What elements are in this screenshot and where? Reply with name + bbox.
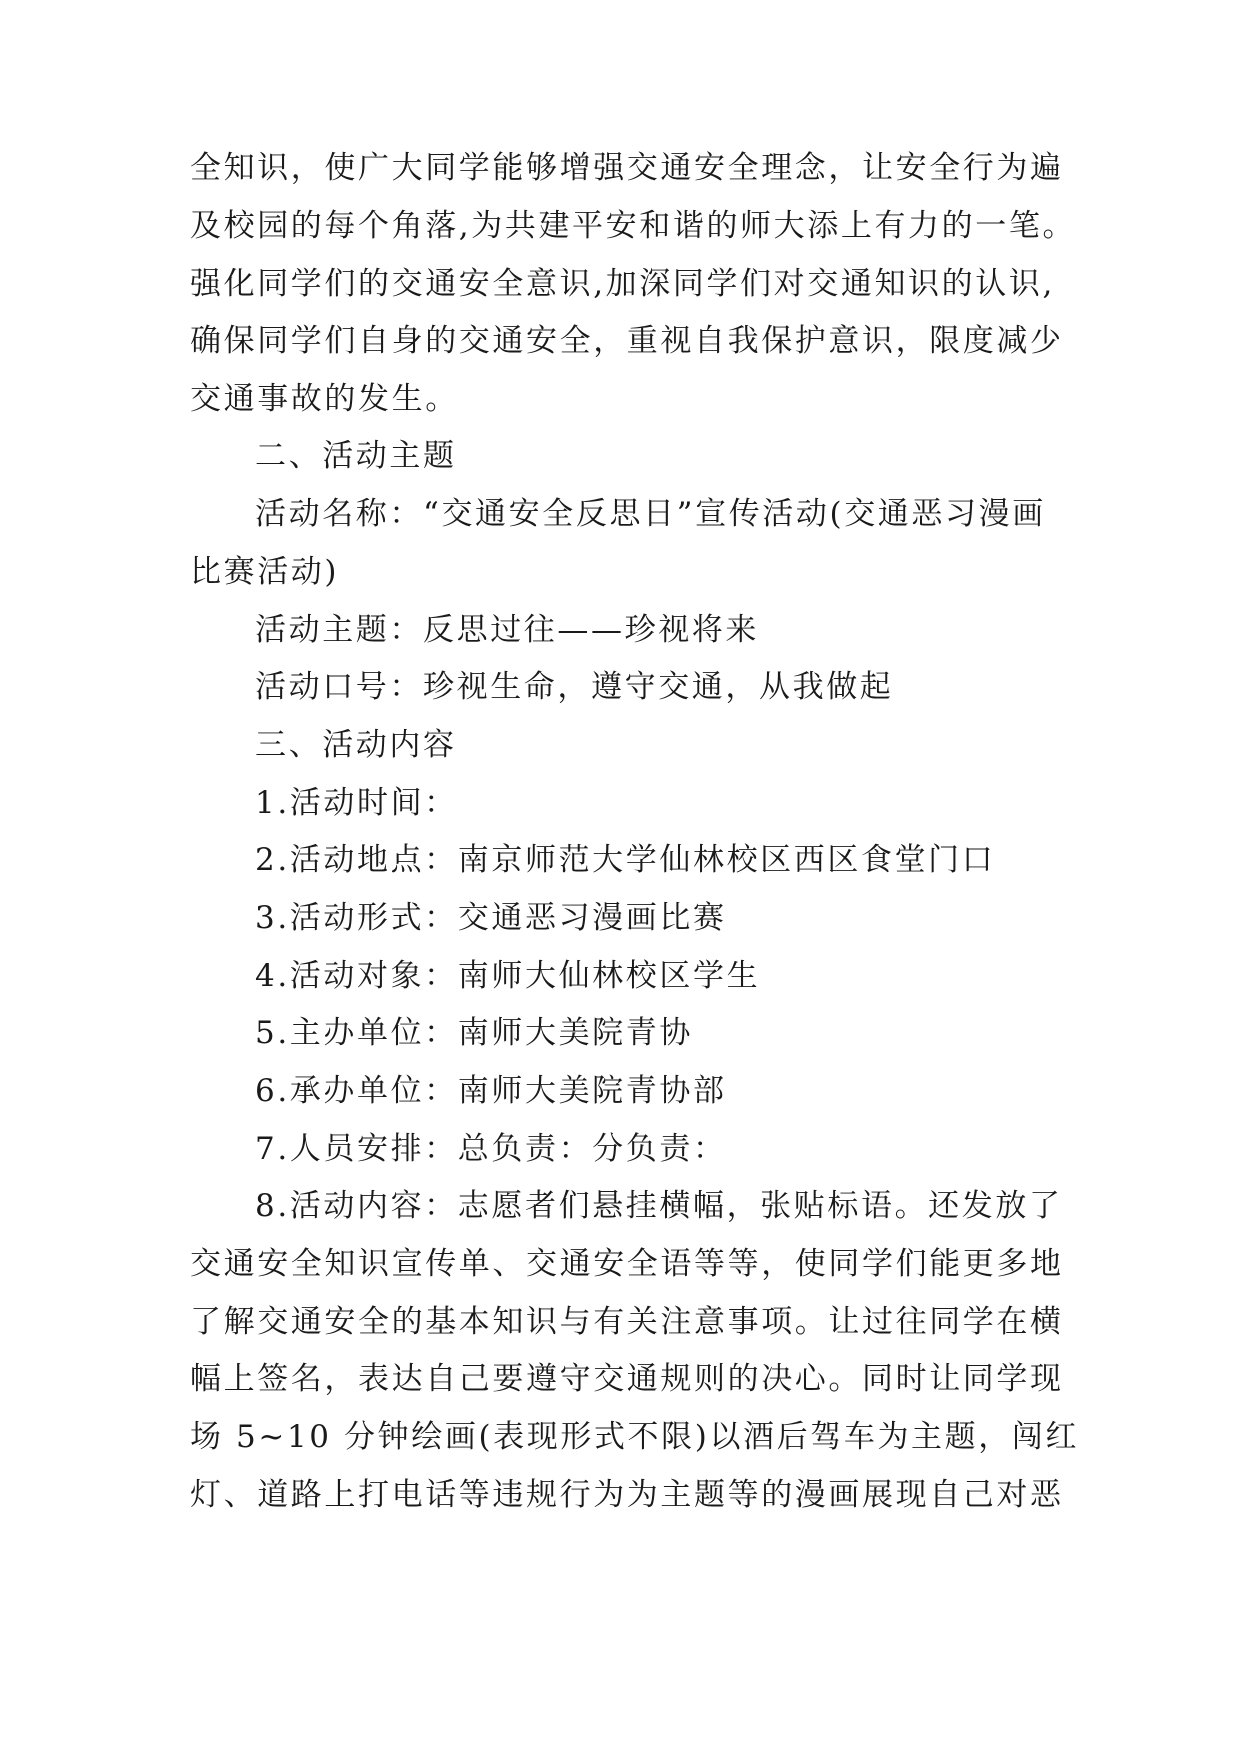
paragraph-line: 及校园的每个角落,为共建平安和谐的师大添上有力的一笔。 bbox=[190, 208, 1077, 244]
paragraph-line: 活动主题：反思过往——珍视将来 bbox=[255, 612, 759, 648]
paragraph-line: 活动名称：“交通安全反思日”宣传活动(交通恶习漫画 bbox=[255, 496, 1046, 532]
paragraph-line: 交通安全知识宣传单、交通安全语等等，使同学们能更多地 bbox=[190, 1246, 1064, 1282]
paragraph-line: 强化同学们的交通安全意识,加深同学们对交通知识的认识, bbox=[190, 266, 1055, 302]
list-item: 6.承办单位：南师大美院青协部 bbox=[255, 1073, 727, 1109]
paragraph-line: 幅上签名，表达自己要遵守交通规则的决心。同时让同学现 bbox=[190, 1361, 1064, 1397]
paragraph-line: 灯、道路上打电话等违规行为为主题等的漫画展现自己对恶 bbox=[190, 1477, 1064, 1513]
list-item: 2.活动地点：南京师范大学仙林校区西区食堂门口 bbox=[255, 842, 996, 878]
paragraph-line: 比赛活动) bbox=[190, 554, 340, 590]
paragraph-line: 交通事故的发生。 bbox=[190, 381, 459, 417]
paragraph-line: 活动口号：珍视生命，遵守交通，从我做起 bbox=[255, 669, 894, 705]
list-item: 7.人员安排：总负责：分负责： bbox=[255, 1131, 727, 1167]
list-item: 3.活动形式：交通恶习漫画比赛 bbox=[255, 900, 727, 936]
paragraph-line: 场 5~10 分钟绘画(表现形式不限)以酒后驾车为主题，闯红 bbox=[190, 1419, 1080, 1455]
list-item: 4.活动对象：南师大仙林校区学生 bbox=[255, 958, 761, 994]
paragraph-line: 了解交通安全的基本知识与有关注意事项。让过往同学在横 bbox=[190, 1304, 1064, 1340]
paragraph-line: 全知识，使广大同学能够增强交通安全理念，让安全行为遍 bbox=[190, 150, 1064, 186]
paragraph-line: 确保同学们自身的交通安全，重视自我保护意识，限度减少 bbox=[190, 323, 1064, 359]
list-item: 1.活动时间： bbox=[255, 785, 458, 821]
section-heading: 三、活动内容 bbox=[255, 727, 457, 763]
section-heading: 二、活动主题 bbox=[255, 438, 457, 474]
list-item: 5.主办单位：南师大美院青协 bbox=[255, 1015, 693, 1051]
list-item: 8.活动内容：志愿者们悬挂横幅，张贴标语。还发放了 bbox=[255, 1188, 1063, 1224]
